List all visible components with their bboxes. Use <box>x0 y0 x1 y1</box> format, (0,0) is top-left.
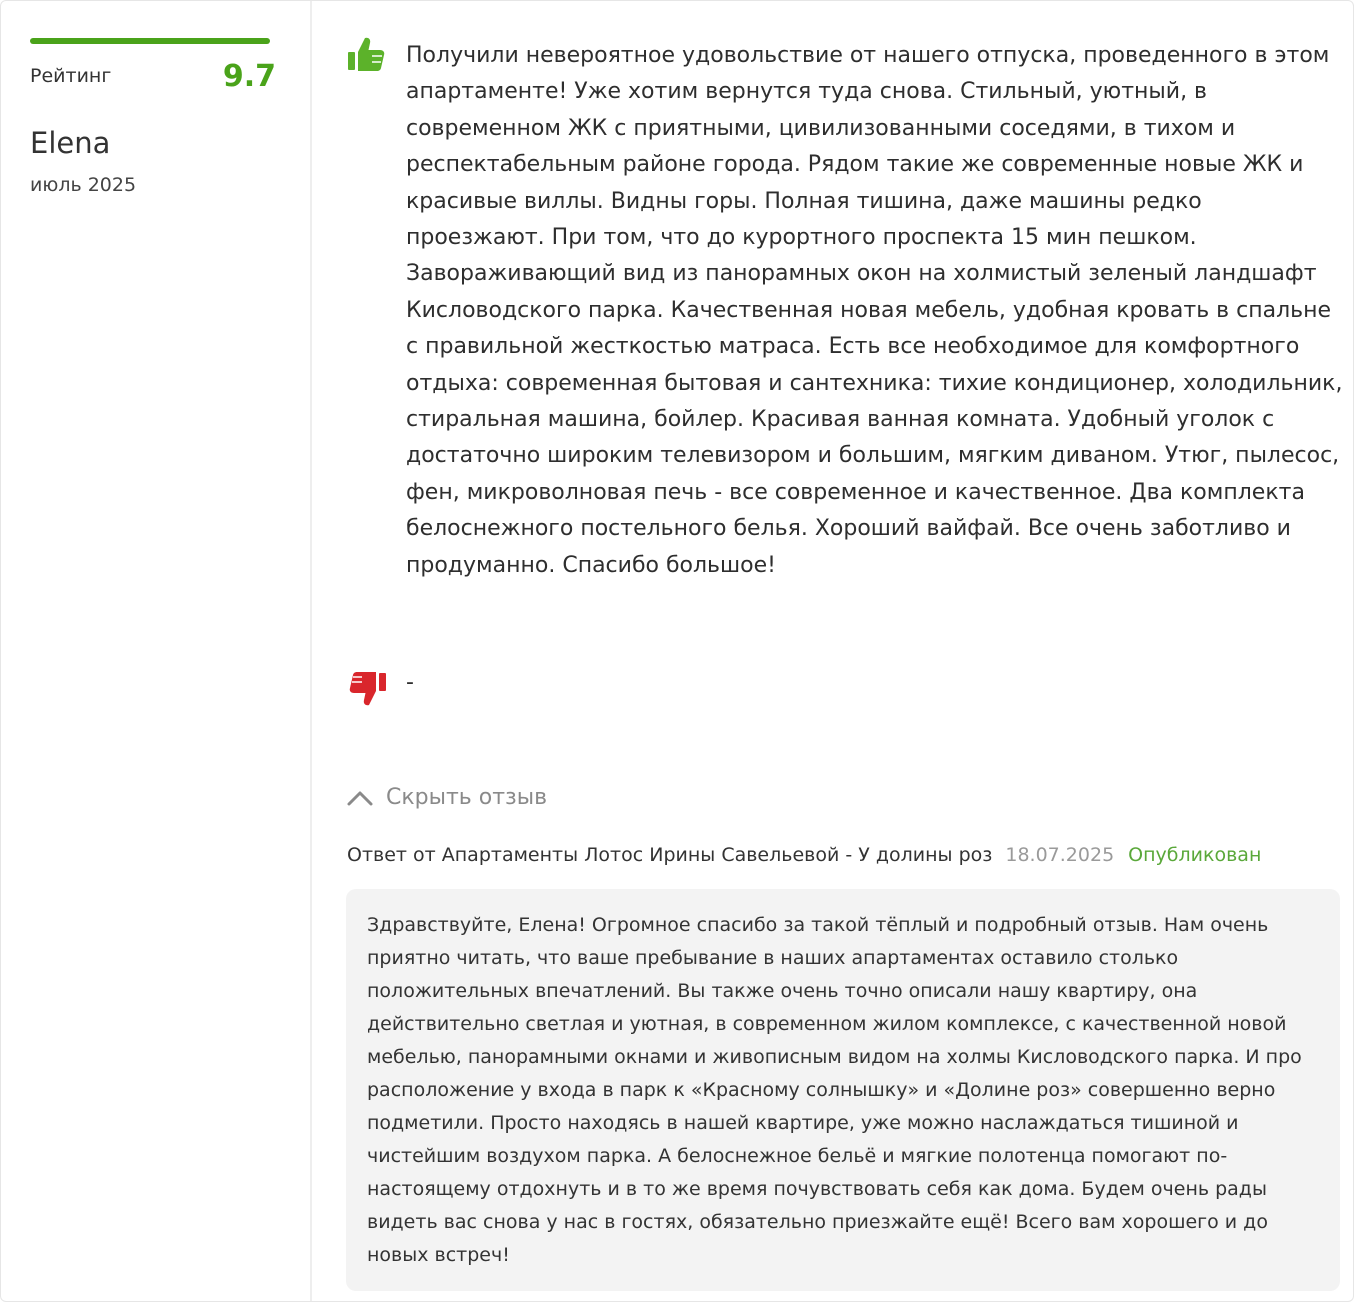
reviewer-column <box>1 1 312 1302</box>
author-name: Elena <box>30 126 111 160</box>
reply-status-badge: Опубликован <box>1128 844 1262 866</box>
rating-value: 9.7 <box>222 59 276 94</box>
rating-label: Рейтинг <box>30 65 112 87</box>
pros-text: Получили невероятное удовольствие от нашего отпуска, проведенного в этом апартаменте! Уже хотим вернутся туда снова. Стильный, уютный, в современном ЖК с приятными, цивилизованными соседями, в тихом и респектабельным районе города. Рядом такие же современные новые ЖК и красивые виллы. Видны горы. Полная тишина, даже машины редко проезжают. При том, что до курортного проспекта 15 мин пешком. Завораживающий вид из панорамных окон на холмистый зеленый ландшафт Кисловодского парка. Качественная новая мебель, удобная кровать в спальне с правильной жесткостью матраса. Есть все необходимое для комфортного отдыха: современная бытовая и сантехника: тихие кондиционер, холодильник, стиральная машина, бойлер. Красивая ванная комната. Удобный уголок с достаточно широким телевизором и большим, мягким диваном. Утюг, пылесос, фен, микроволновая печь - все современное и качественное. Два комплекта белоснежного постельного белья. Хороший вайфай. Все очень заботливо и продуманно. Спасибо большое! <box>406 43 1343 578</box>
reply-from: Ответ от Апартаменты Лотос Ирины Савельевой - У долины роз <box>347 844 993 866</box>
rating-bar <box>30 38 270 44</box>
chevron-up-icon <box>346 787 374 807</box>
thumbs-up-icon <box>347 35 387 75</box>
hide-review-toggle[interactable] <box>346 780 547 814</box>
reply-date: 18.07.2025 <box>1005 844 1115 866</box>
hide-review-label: Скрыть отзыв <box>386 784 548 810</box>
thumbs-down-icon <box>347 669 387 709</box>
reply-box <box>346 889 1340 1291</box>
cons-text: - <box>406 670 414 695</box>
reply-text: Здравствуйте, Елена! Огромное спасибо за такой тёплый и подробный отзыв. Нам очень приятно читать, что ваше пребывание в наших апартаментах оставило столько положительных впечатлений. Вы также очень точно описали нашу квартиру, она действительно светлая и уютная, в современном жилом комплексе, с качественной новой мебелью, панорамными окнами и живописным видом на холмы Кисловодского парка. И про расположение у входа в парк к «Красному солнышку» и «Долине роз» совершенно верно подметили. Просто находясь в нашей квартире, уже можно наслаждаться тишиной и чистейшим воздухом парка. А белоснежное бельё и мягкие полотенца помогают по-настоящему отдохнуть и в то же время почувствовать себя как дома. Будем очень рады видеть вас снова у нас в гостях, обязательно приезжайте ещё! Всего вам хорошего и до новых встреч! <box>367 914 1302 1266</box>
review-date: июль 2025 <box>30 174 137 196</box>
reply-header <box>347 844 1261 866</box>
